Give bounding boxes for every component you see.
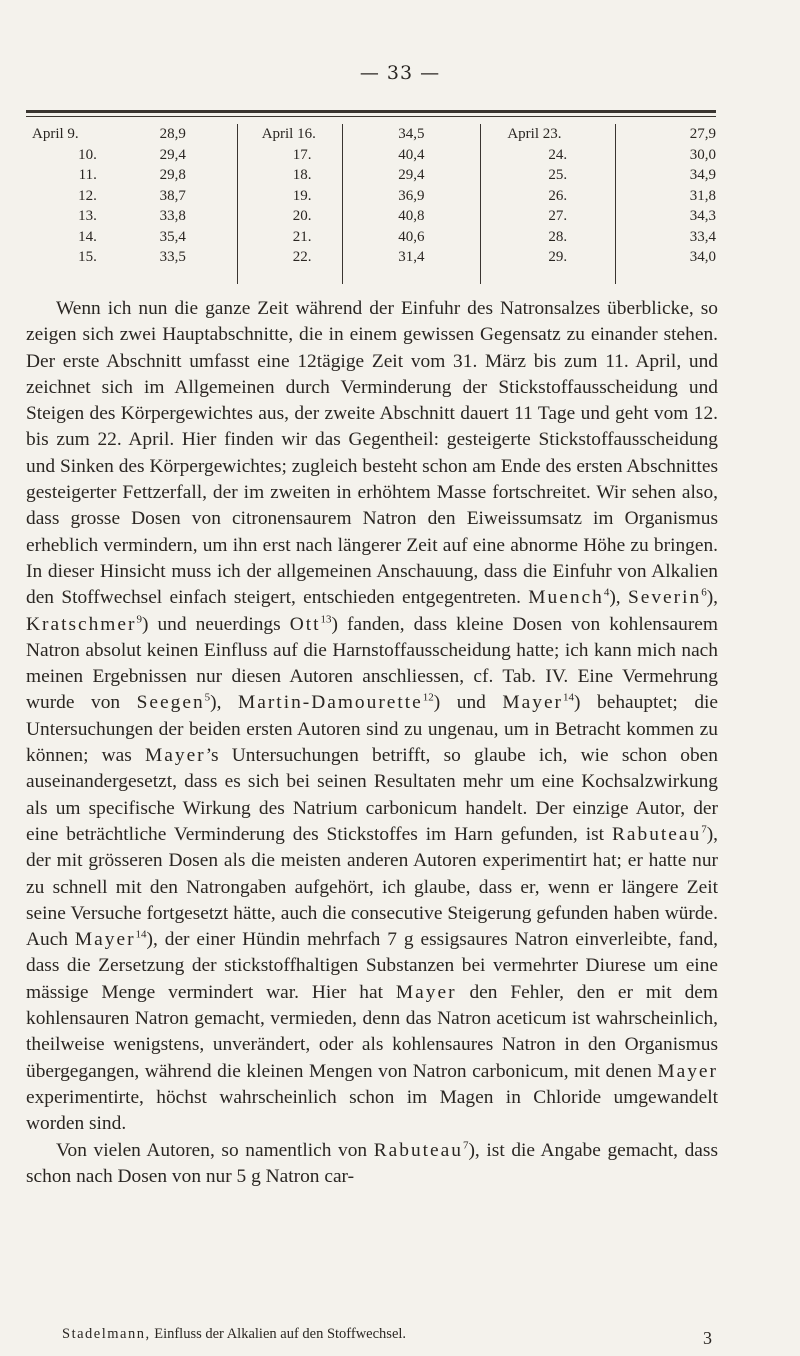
- table-cell-date: 13.: [78, 208, 97, 224]
- text-run: ) und neuerdings: [141, 613, 290, 635]
- author-name: Kratschmer: [26, 613, 137, 635]
- value-column-2: [343, 124, 481, 284]
- table-cell-value: 35,4: [159, 228, 186, 245]
- value-column-3: [616, 124, 716, 284]
- table-cell-value: 29,4: [398, 167, 425, 183]
- table-cell-date: 27.: [548, 208, 568, 224]
- footnote-ref: 14: [563, 691, 575, 704]
- text-run: Wenn ich nun die ganze Zeit während der Einfuhr des Natronsalzes überblicke, so zeigen sich zwei Hauptabschnitte, die in einem gewissen Gegensatz zu einander stehen. Der erste Abschnitt umfasst eine 12tägige Zeit vom 31. März bis zum 11. April, und zeichnet sich im Allgemeinen durch Verminderung der Stickstoffausscheidung und Steigen des Körpergewichtes aus, der zweite Abschnitt dauert 11 Tage und geht vom 12. bis zum 22. April. Hier finden wir das Gegentheil: gesteigerte Stickstoffausscheidung und Sinken des Körpergewichtes; zugleich besteht schon am Ende des ersten Abschnittes gesteigerter Fettzerfall, der im zweiten in erhöhtem Masse fortschreitet. Wir sehen also, dass grosse Dosen von citronensaurem Natron den Eiweissumsatz im Organismus erheblich vermindern, um ihn erst nach längerer Zeit auf eine abnorme Höhe zu bringen. In dieser Hinsicht muss ich der allgemeinen Anschauung, dass die Einfuhr von Alkalien den Stoffwechsel einfach steigert, entschieden entgegentreten.: [26, 298, 718, 609]
- table-cell-date: 28.: [548, 228, 568, 245]
- value-column-1: [109, 124, 237, 284]
- table-cell-date: April 16.: [261, 126, 316, 142]
- table-cell-date: 12.: [78, 187, 97, 204]
- running-footer: [62, 1326, 406, 1347]
- footnote-ref: 12: [422, 691, 434, 704]
- author-name: Martin-Damourette: [238, 692, 423, 714]
- author-name: Seegen: [136, 692, 205, 714]
- footnote-ref: 14: [135, 928, 147, 941]
- page-number: — 33 —: [359, 62, 441, 84]
- table-cell-value: 34,9: [689, 167, 716, 183]
- table-cell-date: 26.: [548, 187, 568, 204]
- text-run: ),: [706, 587, 718, 609]
- body-text: [26, 296, 718, 1190]
- table-cell-date: 25.: [548, 167, 568, 183]
- table-cell-value: 34,3: [689, 208, 716, 224]
- author-name: Mayer: [395, 981, 457, 1003]
- table-cell-date: 11.: [78, 167, 97, 183]
- author-name: Ott: [289, 613, 321, 635]
- date-column-3: [481, 124, 615, 284]
- table-cell-value: 34,0: [689, 249, 716, 265]
- table-cell-value: 36,9: [398, 187, 425, 204]
- table-cell-date: 17.: [292, 146, 312, 163]
- text-run: den Fehler, den er mit dem kohlensauren Natron gemacht, vermieden, denn das Natron aceticum ist wahrscheinlich, theilweise wenigstens, unverändert, oder als kohlensaures Natron in den Organismus übergegangen, während die kleinen Mengen von Natron carbonicum, mit denen: [26, 981, 718, 1082]
- text-run: ’s Untersuchungen betrifft, so glaube ich, wie schon oben auseinandergesetzt, dass es sich bei seinen Resultaten mehr um eine Kochsalzwirkung als um specifische Wirkung des Natrium carbonicum handelt. Der einzige Autor, der eine beträchtliche Verminderung des Stickstoffes im Harn gefunden, ist: [26, 745, 718, 845]
- text-run: Von vielen Autoren, so namentlich von: [56, 1139, 374, 1161]
- text-run: ) und: [433, 692, 503, 714]
- table-cell-value: 33,8: [159, 208, 186, 224]
- table-cell-value: 29,8: [159, 167, 186, 183]
- footer-title: Einfluss der Alkalien auf den Stoffwechsel.: [154, 1326, 407, 1342]
- table-cell-value: 30,0: [689, 146, 716, 163]
- author-name: Rabuteau: [373, 1139, 463, 1161]
- date-column-1: [26, 124, 109, 284]
- table-cell-value: 27,9: [689, 126, 716, 142]
- table-cell-value: 40,4: [398, 146, 425, 163]
- table-cell-date: April 9.: [32, 126, 79, 142]
- text-run: ) fanden, dass kleine Dosen von kohlensaurem Natron absolut keinen Einfluss auf die Harnstoffausscheidung hatte; ich kann mich nach meinen Ergebnissen nur diesen Autoren anschliessen, cf. Tab. IV. Eine Vermehrung wurde von: [26, 613, 718, 714]
- table-cell-value: 28,9: [159, 126, 186, 142]
- author-name: Severin: [627, 587, 702, 609]
- footnote-ref: 9: [136, 613, 142, 626]
- text-run: ),: [210, 692, 238, 714]
- table-top-rule: [26, 110, 716, 113]
- table-cell-date: 14.: [78, 228, 97, 245]
- signature-mark: 3: [703, 1328, 712, 1348]
- text-run: ),: [609, 587, 628, 609]
- text-run: ), ist die Angabe gemacht, dass schon nach Dosen von nur 5 g Natron car-: [26, 1139, 718, 1187]
- table-cell-value: 29,4: [159, 146, 186, 163]
- table-cell-value: 33,5: [159, 249, 186, 265]
- table-cell-date: 15.: [78, 249, 97, 265]
- table-cell-date: 19.: [292, 187, 312, 204]
- footnote-ref: 7: [462, 1139, 469, 1152]
- author-name: Mayer: [145, 745, 206, 767]
- paragraph: [26, 1138, 718, 1191]
- text-run: ) behauptet; die Untersuchungen der beiden ersten Autoren sind zu ungenau, um in Betracht kommen zu können; was: [26, 692, 719, 767]
- text-run: ), der mit grösseren Dosen als die meisten anderen Autoren experimentirt hat; er hatte nur zu schnell mit den Natrongaben aufgehört, ich glaube, dass er, wenn er längere Zeit seine Versuche fortgesetzt hätte, auch die consecutive Steigerung gefunden haben würde. Auch: [26, 823, 718, 951]
- paragraph: [26, 296, 718, 1138]
- table-cell-date: 21.: [292, 228, 312, 245]
- table-cell-value: 34,5: [398, 126, 425, 142]
- table-second-rule: [26, 116, 716, 117]
- table-cell-date: 24.: [548, 146, 568, 163]
- author-name: Muench: [528, 587, 604, 609]
- footer-author: Stadelmann,: [62, 1326, 151, 1342]
- footnote-ref: 6: [701, 586, 707, 599]
- footnote-ref: 13: [320, 613, 332, 626]
- author-name: Mayer: [657, 1060, 718, 1082]
- table-cell-value: 38,7: [159, 187, 186, 204]
- page-footer: [62, 1326, 712, 1347]
- table-cell-date: 29.: [548, 249, 568, 265]
- footnote-ref: 7: [701, 823, 707, 836]
- author-name: Mayer: [74, 929, 136, 951]
- author-name: Rabuteau: [611, 823, 702, 845]
- table-cell-date: April 23.: [507, 126, 562, 142]
- table-cell-value: 40,6: [398, 228, 425, 245]
- text-run: experimentirte, höchst wahrscheinlich schon im Magen in Chloride umgewandelt worden sind.: [26, 1086, 718, 1135]
- table-cell-date: 20.: [292, 208, 312, 224]
- table-cell-value: 31,4: [398, 249, 425, 265]
- table-cell-value: 33,4: [689, 228, 716, 245]
- table-cell-value: 31,8: [689, 187, 716, 204]
- measurement-table: [26, 124, 716, 284]
- footnote-ref: 4: [603, 586, 610, 599]
- table-cell-value: 40,8: [398, 208, 425, 224]
- table-cell-date: 18.: [292, 167, 312, 183]
- author-name: Mayer: [502, 692, 564, 714]
- footnote-ref: 5: [204, 691, 211, 704]
- text-run: ), der einer Hündin mehrfach 7 g essigsaures Natron einverleibte, fand, dass die Zersetzung der stickstoffhaltigen Substanzen bei vermehrter Diurese um eine mässige Menge vermindert war. Hier hat: [26, 929, 718, 1003]
- table-cell-date: 22.: [292, 249, 312, 265]
- date-column-2: [238, 124, 342, 284]
- table-cell-date: 10.: [78, 146, 97, 163]
